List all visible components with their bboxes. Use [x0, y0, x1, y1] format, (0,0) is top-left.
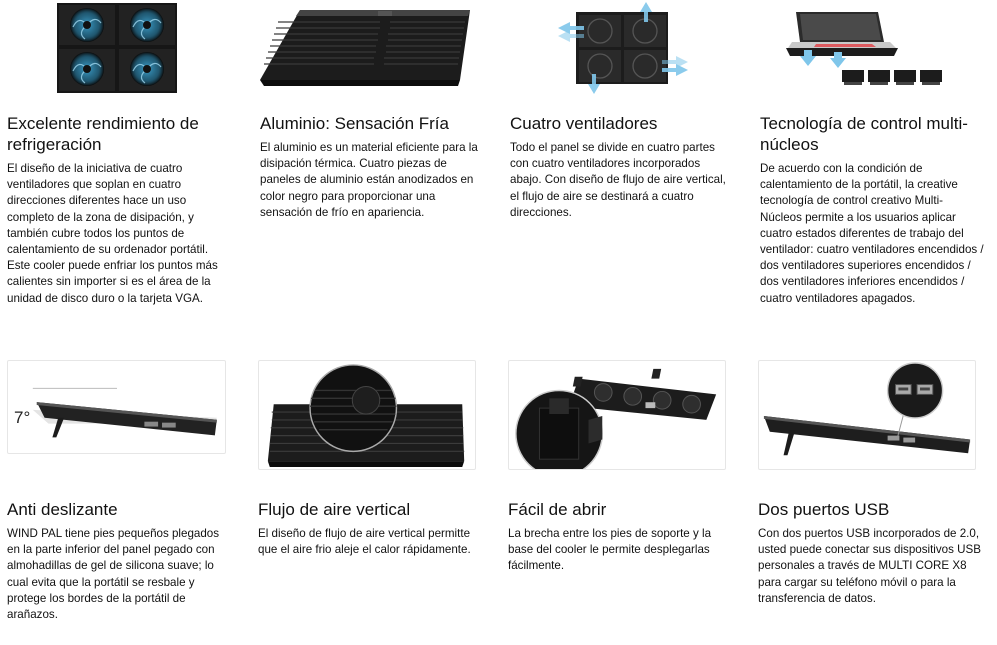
feature-description: WIND PAL tiene pies pequeños plegados en la parte inferior del panel pegado con almohadillas de gel de silicona suave; lo cual evita que la portátil se resbale y protege los bordes de la portátil de arañazos. [7, 527, 220, 622]
feature-title: Fácil de abrir [508, 500, 607, 519]
usb-ports-illustration [759, 361, 975, 469]
feature-description: El diseño de la iniciativa de cuatro ventiladores que soplan en cuatro direcciones diferentes hace un uso completo de la zona de disipación, y también cubre todos los puntos de calentamiento de su ordenador portátil. Este cooler puede enfriar los puntos más calientes sin importer si es el área de la unidad de disco duro o la tarjeta VGA. [7, 162, 218, 305]
easy-open-image [508, 360, 726, 470]
feature-description: La brecha entre los pies de soporte y la base del cooler le permite desplegarlas fácilmente. [508, 527, 712, 573]
aluminum-panel-image [260, 2, 482, 92]
foldable-feet-illustration [509, 361, 725, 469]
vertical-airflow-image [258, 360, 476, 470]
feature-title: Dos puertos USB [758, 500, 890, 519]
tilted-cooler-illustration [8, 361, 225, 453]
cooling-fans-image [57, 3, 177, 93]
feature-title: Aluminio: Sensación Fría [260, 114, 449, 133]
anti-slip-image [7, 360, 226, 454]
laptop-modes-illustration [786, 4, 948, 94]
multicore-control-image [786, 4, 948, 94]
feature-description: De acuerdo con la condición de calentamiento de la portátil, la creative tecnología de control creativo Multi-Núcleos permite a los usuarios aplicar cuatro estados diferentes de trabajo del ventilador: cuatro ventiladores encendidos / dos ventiladores superiores encendidos / dos ventiladores inferiores encendidos / cuatro ventiladores apagados. [760, 162, 984, 305]
tilt-angle-label: 7° [14, 408, 31, 427]
feature-title: Tecnología de control multi-núcleos [760, 114, 968, 154]
airflow-arrows-illustration [558, 2, 688, 94]
usb-ports-image [758, 360, 976, 470]
feature-description: Con dos puertos USB incorporados de 2.0, usted puede conectar sus dispositivos USB personales a través de MULTI CORE X8 para cargar su teléfono móvil o para la transferencia de datos. [758, 527, 981, 605]
aluminum-panel-illustration [260, 2, 482, 92]
fan-icon-grid [57, 3, 177, 93]
feature-title: Flujo de aire vertical [258, 500, 411, 519]
feature-title: Cuatro ventiladores [510, 114, 658, 133]
feature-title: Excelente rendimiento de refrigeración [7, 114, 199, 154]
four-fans-airflow-image [558, 2, 688, 94]
feature-description: El aluminio es un material eficiente para la disipación térmica. Cuatro piezas de paneles de aluminio están anodizados en color negro para proporcionar una sensación de frío en apariencia. [260, 141, 478, 219]
feature-title: Anti deslizante [7, 500, 118, 519]
feature-description: El diseño de flujo de aire vertical permitte que el aire frio aleje el calor rápidamente. [258, 527, 471, 557]
feature-description: Todo el panel se divide en cuatro partes con cuatro ventiladores incorporados abajo. Con diseño de flujo de aire vertical, el flujo de aire se destinará a cuatro direcciones. [510, 141, 726, 219]
zoom-vent-illustration [259, 361, 475, 469]
